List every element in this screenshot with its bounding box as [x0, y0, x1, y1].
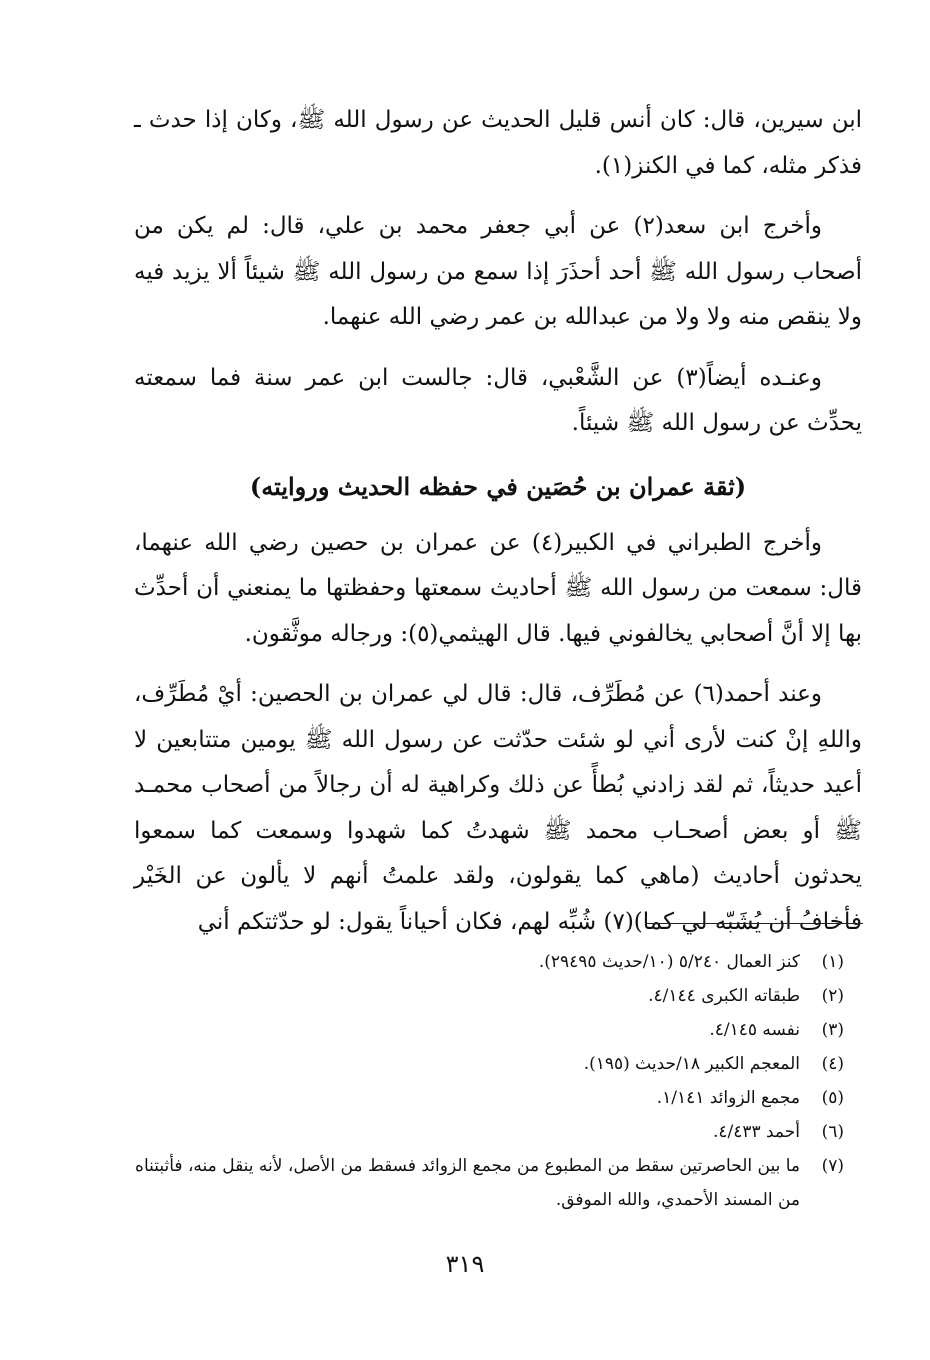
paragraph-4: وأخرج الطبراني في الكبير(٤) عن عمران بن حصين رضي الله عنهما، قال: سمعت من رسول الله ﷺ أحاديث سمعتها وحفظتها ما يمنعني أن أحدِّث بها إلا أنَّ أصحابي يخالفوني فيها. قال الهيثمي(٥): ورجاله موثَّقون.: [134, 529, 862, 647]
footnote-text: أحمد ٤/٤٣٣.: [712, 1122, 800, 1142]
paragraph-3: وعنـده أيضاً(٣) عن الشَّعْبي، قال: جالست ابن عمر سنة فما سمعته يحدِّث عن رسول الله ﷺ شيئاً.: [134, 364, 862, 436]
footnote-number: (٧): [821, 1156, 844, 1176]
footnote-item: [134, 1115, 844, 1149]
paragraph-5: وعند أحمد(٦) عن مُطَرِّف، قال: قال لي عمران بن الحصين: أيْ مُطَرِّف، واللهِ إنْ كنت لأرى أني لو شئت حدّثت عن رسول الله ﷺ يومين متتابعين لا أعيد حديثاً، ثم لقد زادني بُطأً عن ذلك وكراهية له أن رجالاً من أصحاب محمـد ﷺ أو بعض أصحـاب محمد ﷺ شهدتُ كما شهدوا وسمعت كما سمعوا يحدثون أحاديث (ماهي كما يقولون، ولقد علمتُ أنهم لا يألون عن الخَيْر فأخافُ أن يُشَبّه لي كما)(٧) شُبِّه لهم، فكان أحياناً يقول: لو حدّثتكم أني: [134, 681, 862, 935]
footnote-number: (٥): [821, 1088, 844, 1108]
footnotes: [134, 945, 844, 1217]
footnote-divider: [645, 923, 863, 924]
footnote-item: [134, 945, 844, 979]
footnote-text: مجمع الزوائد ١/١٤١.: [656, 1088, 800, 1108]
paragraph-1: ابن سيرين، قال: كان أنس قليل الحديث عن رسول الله ﷺ، وكان إذا حدث ـ فذكر مثله، كما في الكنز(١).: [134, 107, 862, 179]
footnote-number: (٣): [821, 1020, 844, 1040]
footnote-item: [134, 979, 844, 1013]
footnote-text: المعجم الكبير ١٨/حديث (١٩٥).: [583, 1054, 800, 1074]
footnote-item: [134, 1013, 844, 1047]
footnote-item: [134, 1149, 844, 1217]
main-text: [134, 98, 862, 960]
footnote-item: [134, 1047, 844, 1081]
footnote-number: (٦): [821, 1122, 844, 1142]
footnote-text: طبقاته الكبرى ٤/١٤٤.: [648, 986, 800, 1006]
footnote-item: [134, 1081, 844, 1115]
footnote-number: (٤): [821, 1054, 844, 1074]
footnote-text: كنز العمال ٥/٢٤٠ (١٠/حديث ٢٩٤٩٥).: [538, 952, 800, 972]
page-number: ٣١٩: [445, 1250, 485, 1278]
footnote-text: ما بين الحاصرتين سقط من المطبوع من مجمع الزوائد فسقط من الأصل، لأنه ينقل منه، فأثبتناه من المسند الأحمدي، والله الموفق.: [135, 1156, 800, 1210]
footnote-number: (١): [821, 952, 844, 972]
paragraph-2: وأخرج ابن سعد(٢) عن أبي جعفر محمد بن علي، قال: لم يكن من أصحاب رسول الله ﷺ أحد أحذَرَ إذا سمع من رسول الله ﷺ شيئاً ألا يزيد فيه ولا ينقص منه ولا ولا من عبدالله بن عمر رضي الله عنهما.: [134, 213, 862, 330]
section-heading: (ثقة عمران بن حُصَين في حفظه الحديث وروايته): [249, 471, 747, 501]
footnote-number: (٢): [821, 986, 844, 1006]
footnote-text: نفسه ٤/١٤٥.: [709, 1020, 800, 1040]
